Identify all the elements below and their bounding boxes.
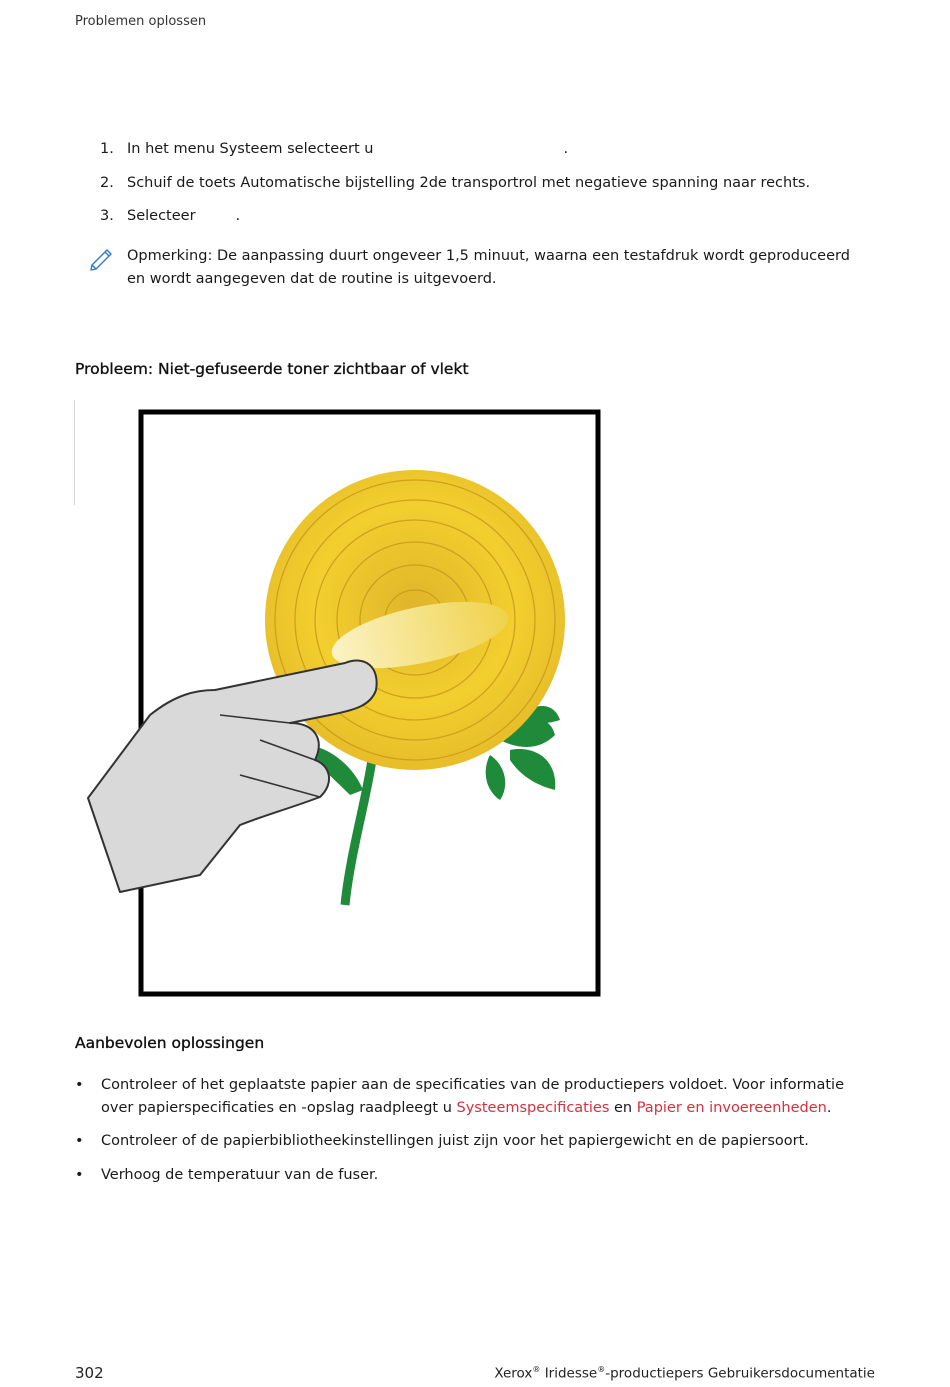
reg-mark: ®	[532, 1365, 541, 1374]
list-item	[75, 1164, 875, 1187]
list-item	[75, 1130, 875, 1153]
footer-title	[494, 1365, 875, 1382]
bullet-marker: •	[75, 1077, 84, 1093]
item-text: Controleer of de papierbibliotheekinstellingen juist zijn voor het papiergewicht en de papiersoort.	[101, 1133, 809, 1149]
brand: Xerox	[494, 1365, 533, 1382]
page-number: 302	[75, 1364, 104, 1382]
step-2	[100, 173, 810, 193]
step-1	[100, 139, 568, 159]
problem-heading: Probleem: Niet-gefuseerde toner zichtbaar of vlekt	[75, 360, 469, 378]
pencil-icon	[86, 243, 116, 273]
step-text: In het menu Systeem selecteert u	[127, 141, 374, 157]
bullet-marker: •	[75, 1133, 84, 1149]
item-text: en	[613, 1100, 633, 1116]
step-number: 3.	[100, 208, 114, 224]
link-papier-en-invoereenheden[interactable]: Papier en invoereenheden	[636, 1100, 827, 1116]
step-number: 1.	[100, 141, 114, 157]
step-trail: .	[235, 208, 241, 224]
product: Iridesse	[544, 1365, 598, 1382]
doc-title: -productiepers Gebruikersdocumentatie	[605, 1365, 875, 1382]
step-trail: .	[563, 141, 569, 157]
note-text: Opmerking: De aanpassing duurt ongeveer 1,5 minuut, waarna een testafdruk wordt geproduceerd en wordt aangegeven dat de routine is uitgevoerd.	[127, 248, 850, 287]
step-text: Schuif de toets Automatische bijstelling 2de transportrol met negatieve spanning naar rechts.	[127, 175, 811, 191]
item-text: .	[826, 1100, 832, 1116]
unfused-toner-illustration	[80, 405, 610, 1005]
running-header: Problemen oplossen	[75, 14, 207, 29]
step-3	[100, 206, 240, 226]
divider	[74, 400, 75, 505]
link-systeemspecificaties[interactable]: Systeemspecificaties	[456, 1100, 610, 1116]
list-item	[75, 1074, 875, 1120]
solutions-heading: Aanbevolen oplossingen	[75, 1034, 265, 1052]
item-text: Verhoog de temperatuur van de fuser.	[101, 1167, 379, 1183]
step-number: 2.	[100, 175, 114, 191]
bullet-marker: •	[75, 1167, 84, 1183]
item-text: Controleer of het geplaatste papier aan de specificaties van de productiepers voldoet. Voor informatie over papierspecificaties en -opslag raadpleegt u	[101, 1077, 844, 1116]
reg-mark: ®	[597, 1365, 606, 1374]
step-text: Selecteer	[127, 208, 196, 224]
